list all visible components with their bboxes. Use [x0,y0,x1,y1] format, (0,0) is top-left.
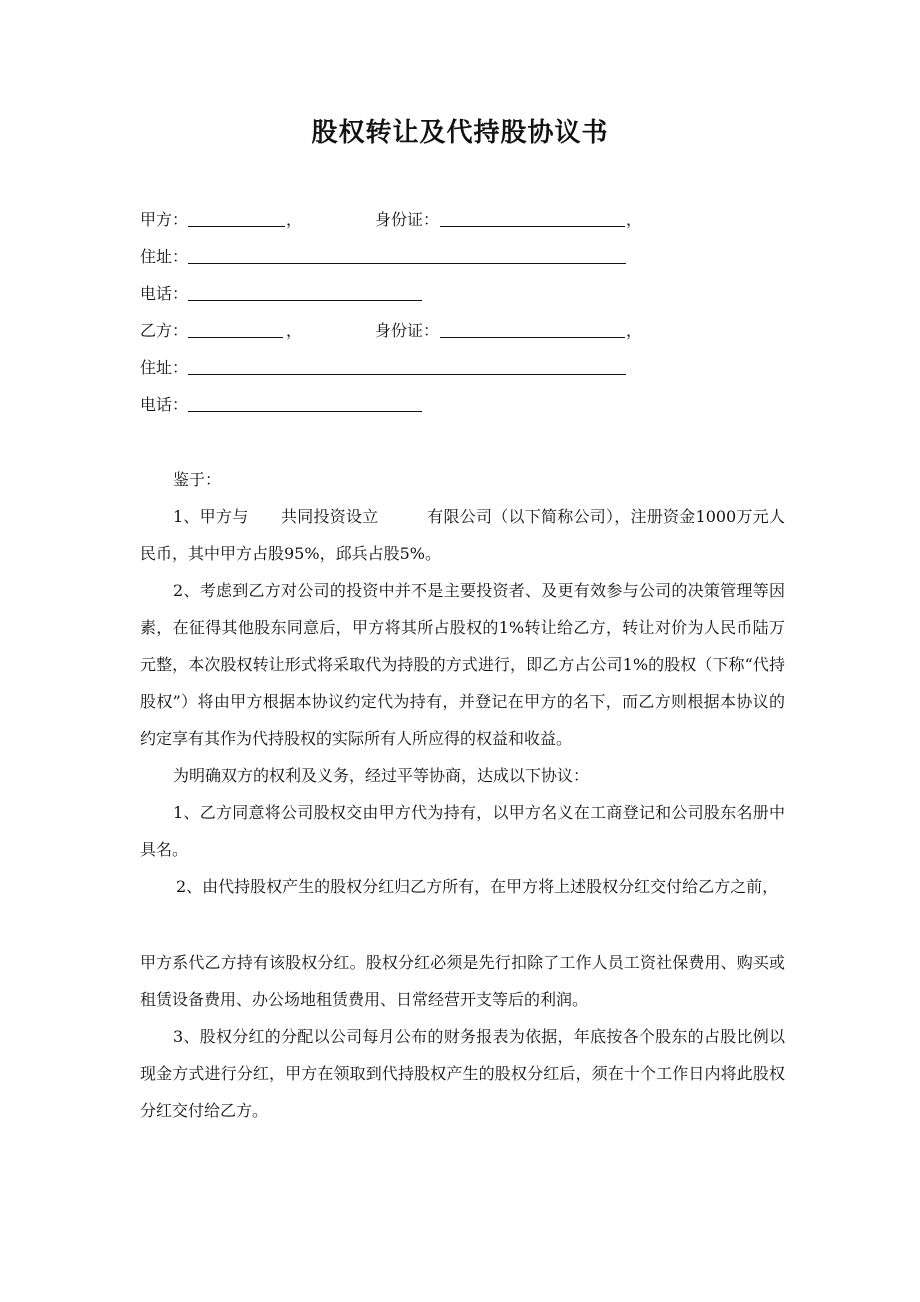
clause-2-first-line: 2、由代持股权产生的股权分红归乙方所有，在甲方将上述股权分红交付给乙方之前， [176,877,779,896]
party-b-name-blank [188,319,283,338]
recital-2: 2、考虑到乙方对公司的投资中并不是主要投资者、及更有效参与公司的决策管理等因素，在征得其他股东同意后，甲方将其所占股权的1%转让给乙方，转让对价为人民币陆万元整，本次股权转让形式将采取代为持股的方式进行，即乙方占公司1%的股权（下称“代持股权”）将由甲方根据本协议约定代为持有，并登记在甲方的名下，而乙方则根据本协议的约定享有其作为代持股权的实际所有人所应得的权益和收益。 [140,581,785,748]
party-a-comma: ， [286,210,303,229]
whereas-heading: 鉴于： [173,470,222,489]
party-a-address-blank [188,245,626,264]
party-b-phone-row [140,393,640,417]
agreement-intro: 为明确双方的权利及义务，经过平等协商，达成以下协议： [173,766,590,785]
party-b-phone-label: 电话： [140,395,189,414]
party-a-phone-label: 电话： [140,284,189,303]
party-a-id-comma: ， [626,210,643,229]
party-b-id-comma: ， [626,321,643,340]
party-b-comma: ， [286,321,303,340]
party-b-address-row [140,356,640,380]
party-b-phone-blank [188,393,422,412]
party-a-address-row [140,245,640,269]
party-a-phone-blank [188,282,422,301]
party-a-id-blank [440,208,625,227]
party-b-label: 乙方： [140,321,189,340]
party-a-phone-row [140,282,640,306]
clause-1: 1、乙方同意将公司股权交由甲方代为持有，以甲方名义在工商登记和公司股东名册中具名。 [140,803,785,859]
party-b-address-label: 住址： [140,358,189,377]
party-b-id-blank [440,319,625,338]
document-title: 股权转让及代持股协议书 [311,118,609,148]
party-a-name-blank [188,208,285,227]
party-a-row [140,208,643,232]
party-b-address-blank [188,356,626,375]
party-b-id-label: 身份证： [375,321,440,340]
clause-2-continued: 甲方系代乙方持有该股权分红。股权分红必须是先行扣除了工作人员工资社保费用、购买或租赁设备费用、办公场地租赁费用、日常经营开支等后的利润。 [140,953,785,1009]
clause-3: 3、股权分红的分配以公司每月公布的财务报表为依据，年底按各个股东的占股比例以现金方式进行分红，甲方在领取到代持股权产生的股权分红后，须在十个工作日内将此股权分红交付给乙方。 [140,1027,785,1120]
party-a-address-label: 住址： [140,247,189,266]
party-b-row [140,319,643,343]
recital-1: 1、甲方与 共同投资设立 有限公司（以下简称公司），注册资金1000万元人民币，其中甲方占股95%，邱兵占股5%。 [140,507,785,563]
party-a-label: 甲方： [140,210,189,229]
party-a-id-label: 身份证： [375,210,440,229]
